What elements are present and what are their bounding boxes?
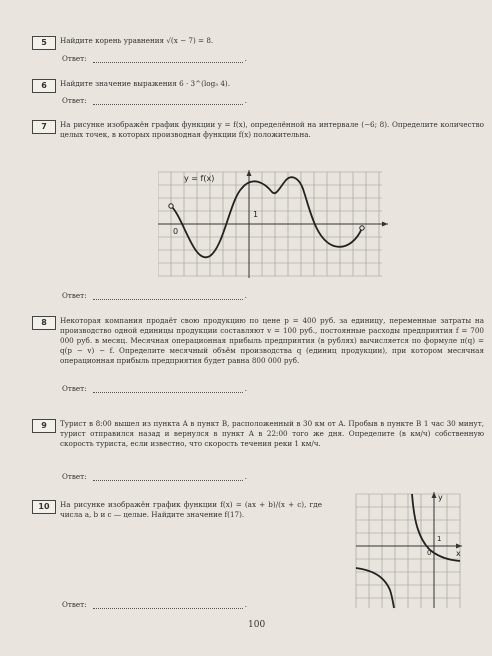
problem-10 [32, 500, 322, 520]
function-curve [171, 177, 362, 257]
x-axis-label: x [456, 549, 461, 558]
answer-5 [62, 54, 247, 63]
answer-7 [62, 291, 247, 300]
answer-6 [62, 96, 247, 105]
hyperbola-left-branch [356, 568, 394, 608]
answer-10 [62, 600, 247, 609]
answer-end: . [244, 291, 247, 300]
function-label: y = f(x) [184, 174, 215, 183]
answer-field[interactable] [93, 54, 243, 63]
left-endpoint [169, 204, 173, 208]
unit-label: 1 [253, 210, 259, 219]
answer-end: . [244, 96, 247, 105]
answer-field[interactable] [93, 384, 243, 393]
problem-8 [32, 316, 484, 366]
origin-label: 0 [173, 227, 179, 236]
problem-text: Найдите корень уравнения √(x − 7) = 8. [60, 36, 214, 45]
problem-number: 9 [32, 419, 56, 433]
problem-7 [32, 120, 484, 140]
problem-text: На рисунке изображён график функции y = f(x), определённой на интервале (−6; 8). Определите количество целых точек, в которых производная функции f(x) положительна. [60, 120, 484, 139]
problem-number: 8 [32, 316, 56, 330]
hyperbola-graph [352, 490, 464, 610]
answer-field[interactable] [93, 96, 243, 105]
origin-label: 0 [427, 549, 432, 557]
answer-field[interactable] [93, 291, 243, 300]
answer-label: Ответ: [62, 54, 87, 63]
answer-end: . [244, 600, 247, 609]
problem-number: 10 [32, 500, 56, 514]
function-graph [158, 170, 390, 280]
problem-text: На рисунке изображён график функции f(x) = (ax + b)/(x + c), где числа a, b и c — целые. Найдите значение f(17). [60, 500, 322, 519]
page-number: 100 [248, 620, 266, 630]
answer-label: Ответ: [62, 472, 87, 481]
answer-label: Ответ: [62, 291, 87, 300]
problem-5 [32, 36, 484, 46]
answer-end: . [244, 472, 247, 481]
answer-9 [62, 472, 247, 481]
right-endpoint [360, 226, 364, 230]
hyperbola-right-branch [412, 494, 460, 561]
unit-label: 1 [437, 535, 442, 543]
problem-9 [32, 419, 484, 449]
problem-number: 7 [32, 120, 56, 134]
answer-label: Ответ: [62, 96, 87, 105]
y-axis-arrow [247, 170, 252, 176]
y-axis-arrow [432, 492, 437, 498]
problem-text: Турист в 8:00 вышел из пункта A в пункт B, расположенный в 30 км от A. Пробыв в пункте B 1 час 30 минут, турист отправился назад и вернулся в пункт A в 22:00 того же дня. Определите (в км/ч) собственную скорость туриста, если известно, что скорость течения реки 1 км/ч. [60, 419, 484, 448]
problem-text: Некоторая компания продаёт свою продукцию по цене p = 400 руб. за единицу, переменные затраты на производство одной единицы продукции составляют v = 100 руб., постоянные расходы предприятия f = 700 000 руб. в месяц. Месячная операционная прибыль предприятия (в рублях) вычисляется по формуле π(q) = q(p − v) − f. Определите месячный объём производства q (единиц продукции), при котором месячная операционная прибыль предприятия будет равна 800 000 руб. [60, 316, 484, 365]
problem-6 [32, 79, 484, 89]
x-axis-arrow [456, 544, 462, 549]
problem-number: 6 [32, 79, 56, 93]
answer-field[interactable] [93, 472, 243, 481]
answer-end: . [244, 384, 247, 393]
answer-label: Ответ: [62, 600, 87, 609]
answer-8 [62, 384, 247, 393]
grid [356, 494, 460, 608]
answer-label: Ответ: [62, 384, 87, 393]
problem-number: 5 [32, 36, 56, 50]
answer-field[interactable] [93, 600, 243, 609]
problem-text: Найдите значение выражения 6 · 3^(log₃ 4). [60, 79, 230, 88]
y-axis-label: y [438, 493, 443, 502]
x-axis-arrow [382, 222, 388, 227]
answer-end: . [244, 54, 247, 63]
